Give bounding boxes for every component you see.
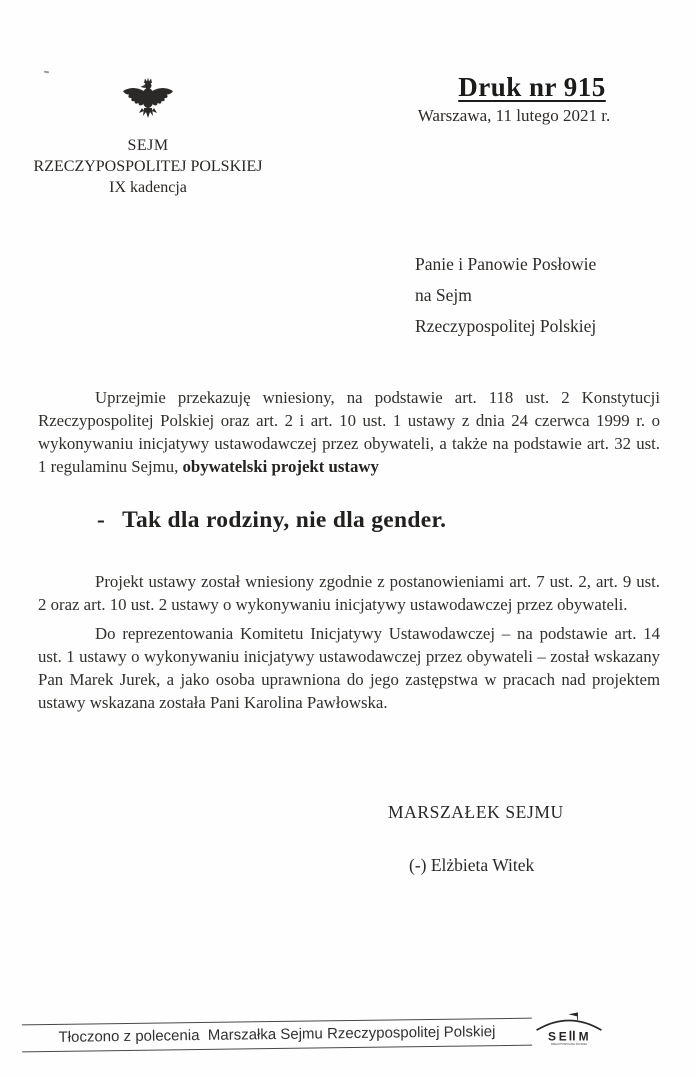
sejm-dome-logo-icon — [532, 999, 606, 1059]
header-emblem-block — [8, 76, 288, 197]
bill-title-text: Tak dla rodziny, nie dla gender. — [122, 507, 447, 533]
bill-title — [97, 505, 660, 535]
recipient-block — [415, 249, 596, 342]
scan-artifact — [44, 71, 49, 74]
org-name-republic: RZECZYPOSPOLITEJ POLSKIEJ — [33, 158, 263, 175]
print-info-block — [400, 72, 664, 126]
signature-role: MARSZAŁEK SEJMU — [388, 802, 564, 822]
org-term: IX kadencja — [109, 179, 187, 196]
letter-body — [38, 386, 660, 714]
recipient-line: Rzeczypospolitej Polskiej — [415, 316, 597, 336]
signature-name: (-) Elżbieta Witek — [409, 855, 535, 875]
paragraph-representation: Do reprezentowania Komitetu Inicjatywy Ustawodawczej – na podstawie art. 14 ust. 1 ustawy o wykonywaniu inicjatywy ustawodawczej przez obywateli – został wskazany Pan Marek Jurek, a jako osoba uprawniona do jego zastępstwa w pracach nad projektem ustawy wskazana została Pani Karolina Pawłowska. — [38, 624, 660, 712]
dateline: Warszawa, 11 lutego 2021 r. — [417, 106, 611, 125]
paragraph-transmittal — [38, 386, 660, 478]
footer-imprint: Tłoczono z polecenia Marszałka Sejmu Rzeczypospolitej Polskiej — [58, 1023, 496, 1046]
sejm-logo-letter-e: E — [558, 1029, 567, 1044]
org-name-sejm: SEJM — [127, 137, 169, 154]
bill-title-dash: - — [97, 507, 106, 533]
paragraph-transmittal-text: Uprzejmie przekazuję wniesiony, na podstawie art. 118 ust. 2 Konstytucji Rzeczypospolitej Polskiej oraz art. 2 i art. 10 ust. 1 ustawy z dnia 24 czerwca 1999 r. o wykonywaniu inicjatywy ustawodawczej przez obywateli, a także na podstawie art. 32 ust. 1 regulaminu Sejmu, — [38, 388, 660, 476]
paragraph-transmittal-bold: obywatelski projekt ustawy — [182, 457, 379, 476]
print-number: Druk nr 915 — [458, 72, 606, 102]
footer-imprint-rule — [22, 1018, 532, 1053]
recipient-line: na Sejm — [415, 285, 472, 305]
paragraph-compliance: Projekt ustawy został wniesiony zgodnie z postanowieniami art. 7 ust. 2, art. 9 ust. 2 oraz art. 10 ust. 2 ustawy o wykonywaniu inicjatywy ustawodawczej przez obywateli. — [38, 572, 660, 614]
sejm-logo-letter-m: M — [578, 1029, 589, 1044]
recipient-line: Panie i Panowie Posłowie — [415, 254, 597, 274]
sejm-logo-letter-s: S — [547, 1029, 556, 1044]
polish-eagle-emblem-icon — [117, 76, 179, 126]
sejm-logo-caption: RZECZYPOSPOLITEJ POLSKIEJ — [550, 1042, 588, 1046]
